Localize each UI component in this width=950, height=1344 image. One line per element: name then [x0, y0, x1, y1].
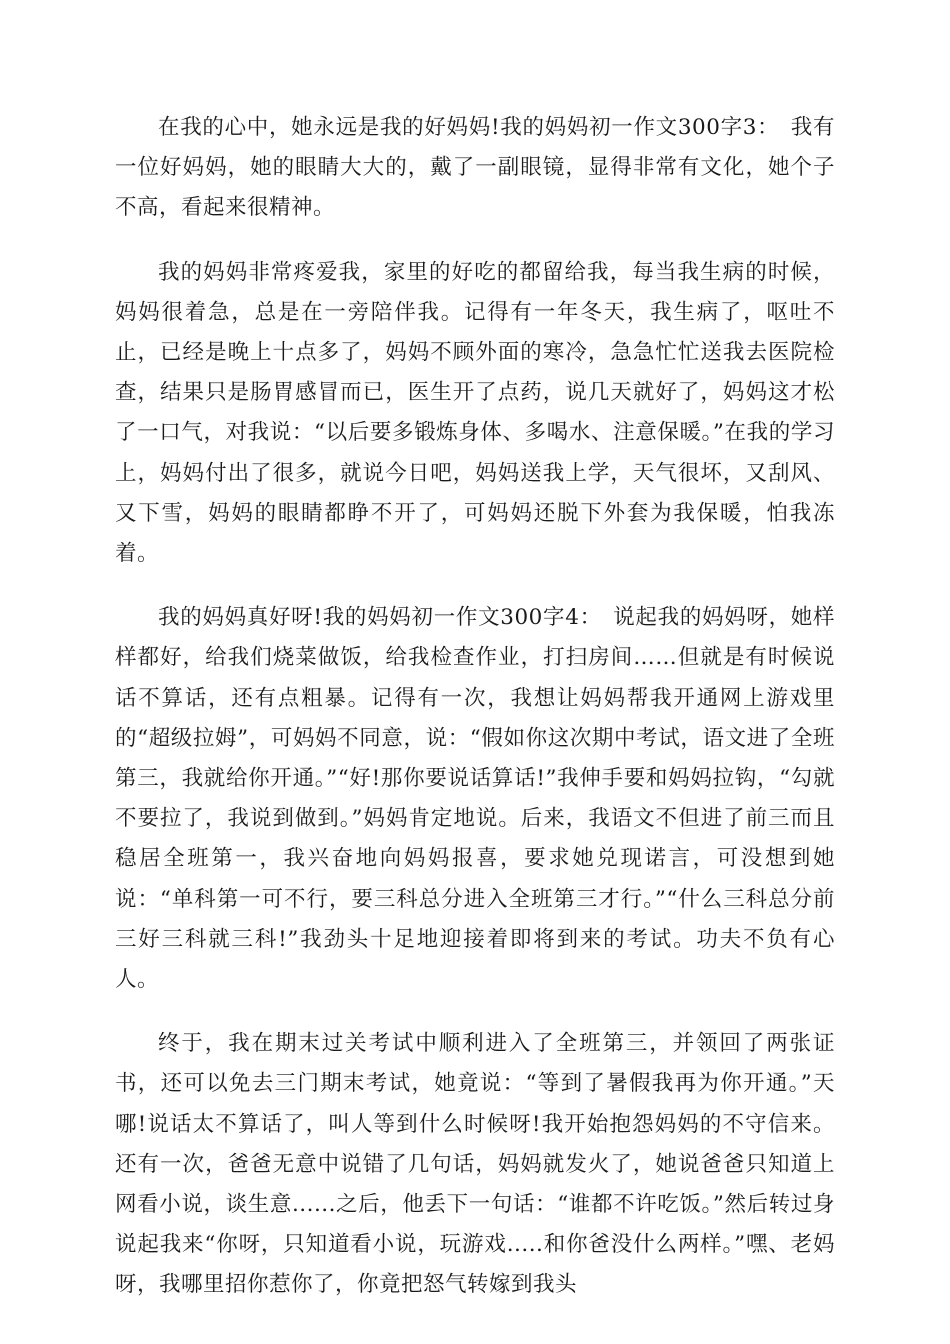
document-body	[115, 108, 835, 1330]
paragraph-2: 我的妈妈非常疼爱我，家里的好吃的都留给我，每当我生病的时候，妈妈很着急，总是在一旁陪伴我。记得有一年冬天，我生病了，呕吐不止，已经是晚上十点多了，妈妈不顾外面的寒冷，急急忙忙送我去医院检查，结果只是肠胃感冒而已，医生开了点药，说几天就好了，妈妈这才松了一口气，对我说：“以后要多锻炼身体、多喝水、注意保暖。”在我的学习上，妈妈付出了很多，就说今日吧，妈妈送我上学，天气很坏，又刮风、又下雪，妈妈的眼睛都睁不开了，可妈妈还脱下外套为我保暖，怕我冻着。	[115, 259, 835, 567]
paragraph-1: 在我的心中，她永远是我的好妈妈!我的妈妈初一作文300字3： 我有一位好妈妈，她的眼睛大大的，戴了一副眼镜，显得非常有文化，她个子不高，看起来很精神。	[115, 115, 835, 221]
paragraph-4: 终于，我在期末过关考试中顺利进入了全班第三，并领回了两张证书，还可以免去三门期末考试，她竟说：“等到了暑假我再为你开通。”天哪!说话太不算话了，叫人等到什么时候呀!我开始抱怨妈妈的不守信来。还有一次，爸爸无意中说错了几句话，妈妈就发火了，她说爸爸只知道上网看小说，谈生意......之后，他丢下一句话：“谁都不许吃饭。”然后转过身说起我来“你呀，只知道看小说，玩游戏.....和你爸没什么两样。”嘿、老妈呀，我哪里招你惹你了，你竟把怒气转嫁到我头	[115, 1031, 835, 1298]
paragraph-3: 我的妈妈真好呀!我的妈妈初一作文300字4： 说起我的妈妈呀，她样样都好，给我们烧菜做饭，给我检查作业，打扫房间……但就是有时候说话不算话，还有点粗暴。记得有一次，我想让妈妈帮我开通网上游戏里的“超级拉姆”，可妈妈不同意，说：“假如你这次期中考试，语文进了全班第三，我就给你开通。”“好!那你要说话算话!”我伸手要和妈妈拉钩，“勾就不要拉了，我说到做到。”妈妈肯定地说。后来，我语文不但进了前三而且稳居全班第一，我兴奋地向妈妈报喜，要求她兑现诺言，可没想到她说：“单科第一可不行，要三科总分进入全班第三才行。”“什么三科总分前三好三科就三科!”我劲头十足地迎接着即将到来的考试。功夫不负有心人。	[115, 605, 835, 993]
